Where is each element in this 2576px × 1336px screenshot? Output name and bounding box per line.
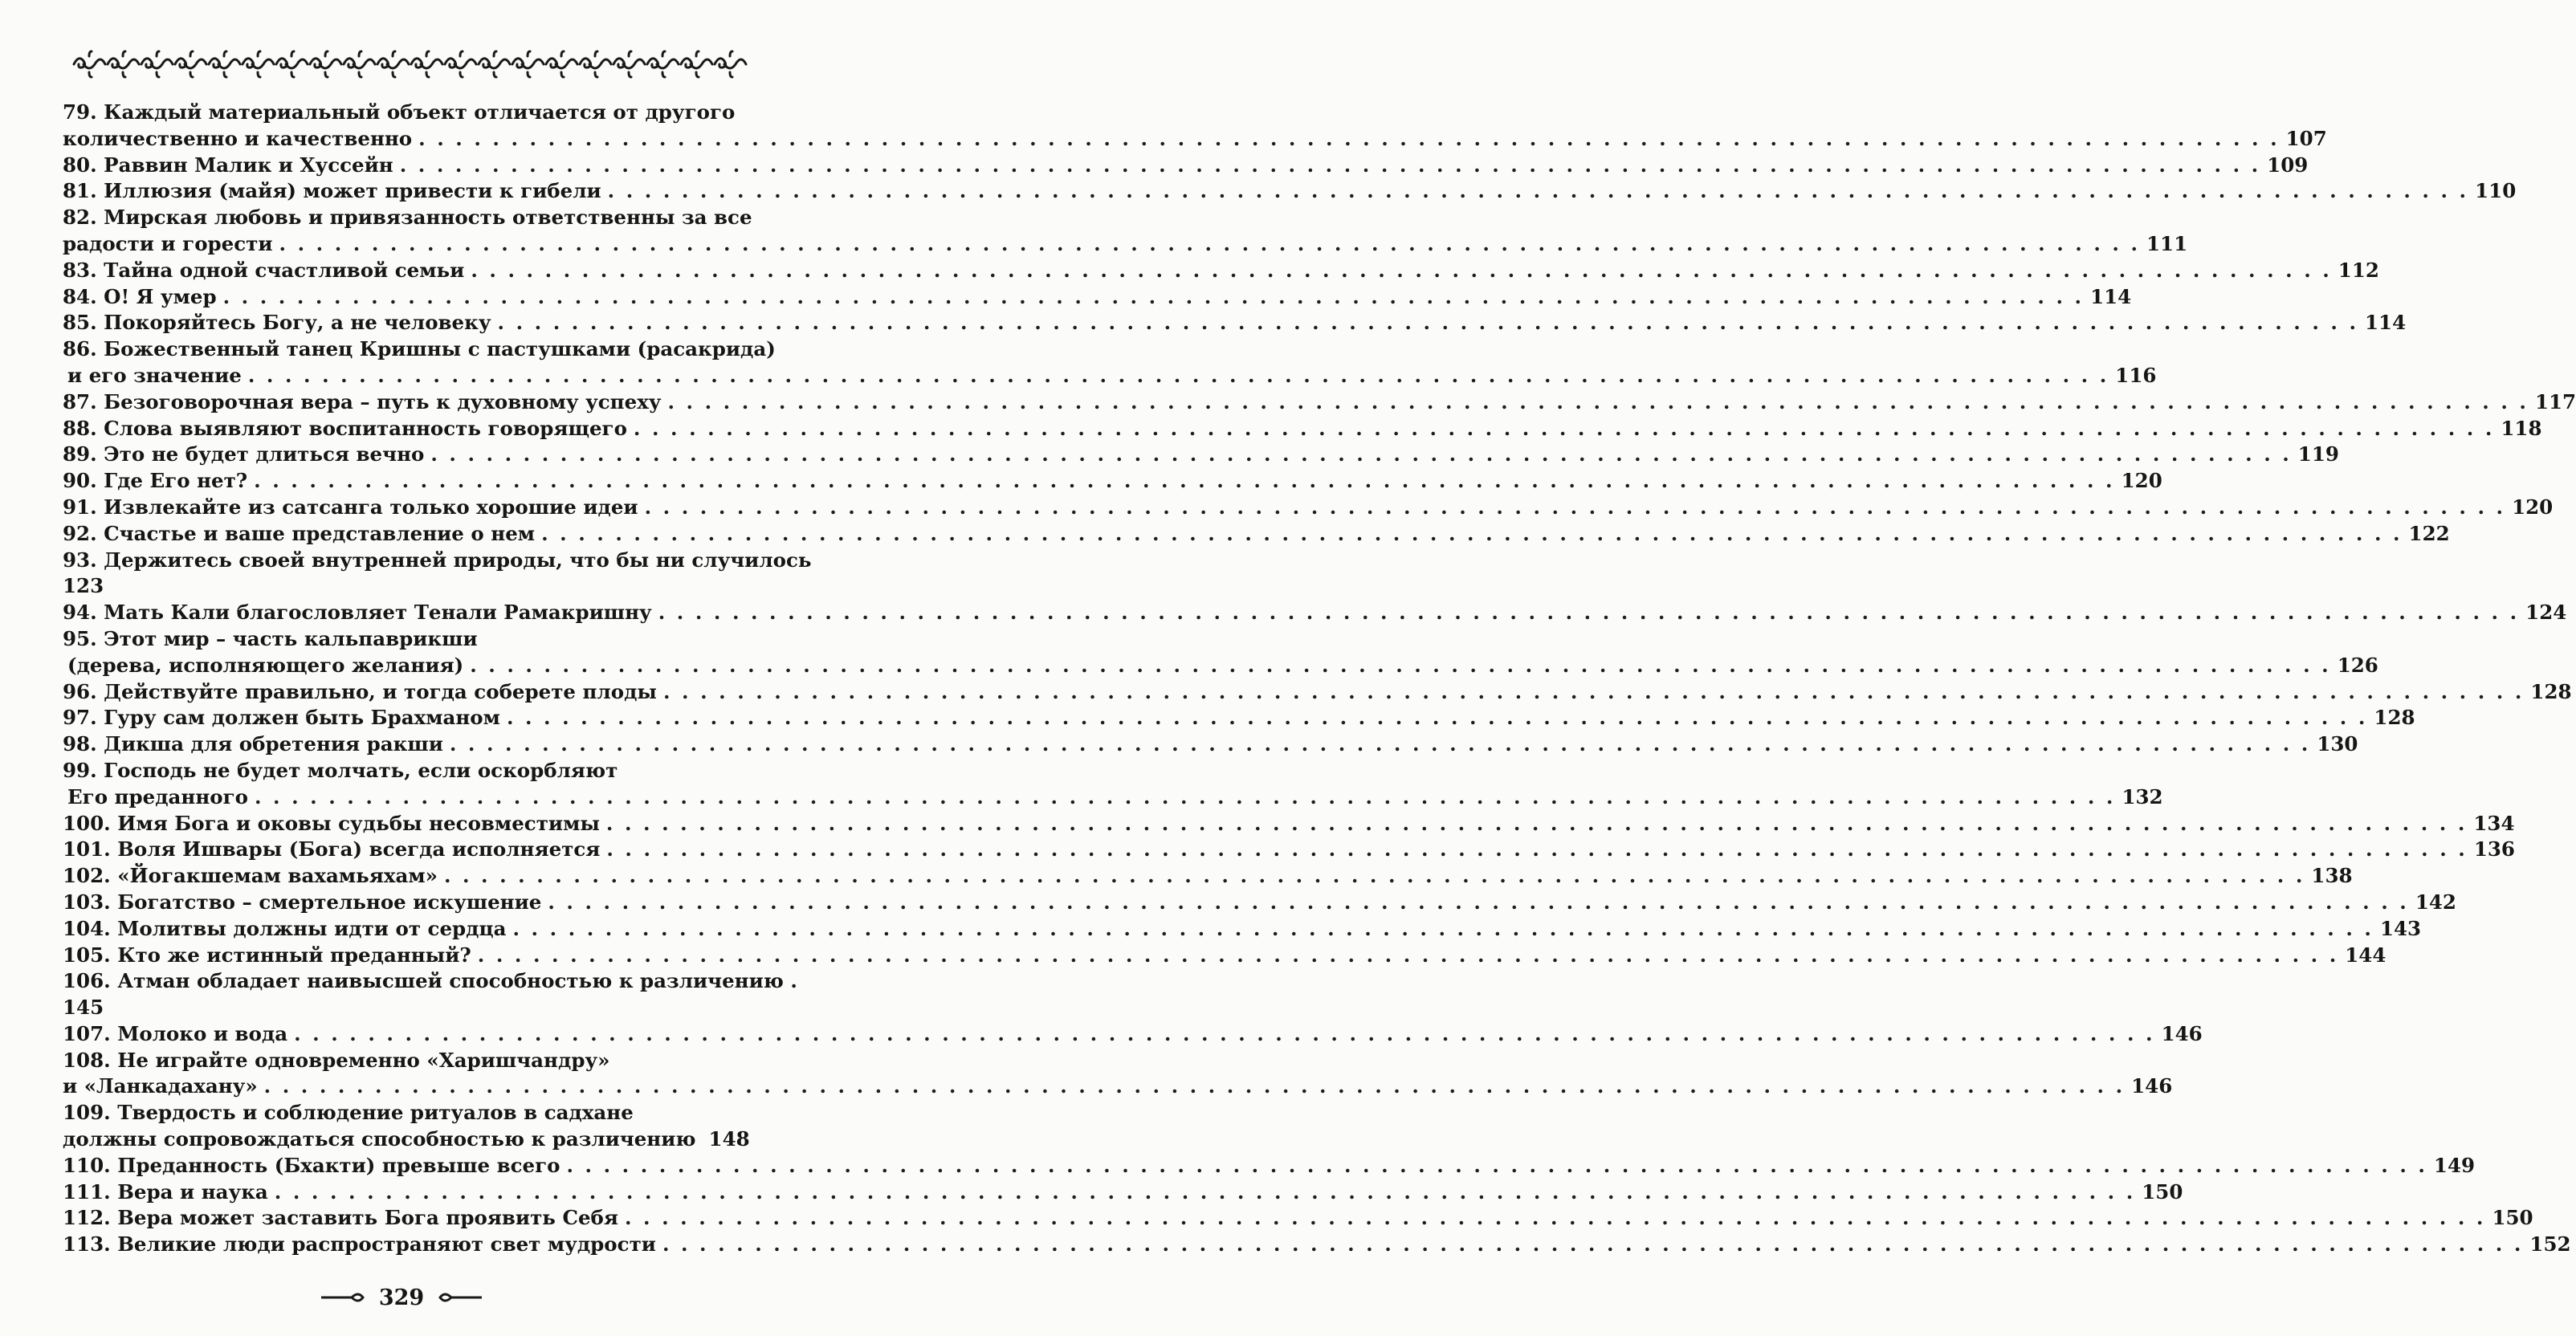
toc-entry-text: 111. Вера и наука [63,1179,268,1204]
toc-entry [63,679,2572,706]
toc-line [63,705,2415,731]
toc-entry [63,153,2309,179]
toc-entry-text: 90. Где Его нет? [63,469,248,493]
ornament-scroll [580,51,611,77]
toc-entry [63,1048,2173,1101]
toc-line [63,837,2515,863]
ornament-scroll [377,51,409,77]
toc-page-number: 119 [2297,442,2339,466]
dot-leader [294,1021,2154,1048]
toc-line [63,1153,2476,1179]
dot-leader [430,442,2291,468]
toc-line [63,363,2157,389]
toc-page-number: 123 [63,574,104,598]
toc-page-number: 128 [2530,679,2572,703]
toc-page-number: 118 [2501,416,2542,440]
right-flourish-icon [435,1289,483,1305]
toc-entry-text: 99. Господь не будет молчать, если оскорбляют [63,758,618,782]
dot-leader [625,1205,2485,1232]
toc-entry-text: 94. Мать Кали благословляет Тенали Рамакришну [63,601,652,625]
toc-line [63,890,2456,916]
toc-page-number: 150 [2142,1179,2183,1204]
ornament-scroll [74,51,105,77]
ornament-scroll [445,51,476,77]
ornament-scroll [141,51,173,77]
ornament-scroll [546,51,577,77]
dot-leader [606,837,2467,863]
toc-entry [63,258,2379,284]
dot-leader [418,126,2279,153]
toc-entry [63,731,2358,758]
dot-leader [275,1179,2135,1206]
toc-entry-text: 113. Великие люди распространяют свет мудрости [63,1232,656,1257]
toc-line [63,968,797,995]
toc-entry-text: 109. Твердость и соблюдение ритуалов в садхане [63,1101,634,1125]
dot-leader [223,284,2084,311]
toc-page-number: 110 [2475,179,2517,203]
toc-entry-text: 95. Этот мир – часть кальпаврикши [63,626,478,650]
toc-entry [63,837,2515,863]
toc-entry-text: 84. О! Я умер [63,284,217,308]
dot-leader [254,468,2114,495]
toc-line [63,1048,745,1074]
toc-entry-text: 102. «Йогакшемам вахамьяхам» [63,864,438,888]
toc-line [63,1179,2183,1206]
toc-entry [63,416,2542,442]
left-flourish-icon [320,1289,368,1305]
toc-line [63,573,745,600]
toc-entry-text: 88. Слова выявляют воспитанность говорящего [63,416,627,440]
toc-page-number: 146 [2161,1021,2203,1045]
toc-page-number: 120 [2121,469,2162,493]
toc-page-number: 117 [2534,389,2576,413]
toc-line [63,258,2379,284]
toc-line [63,1205,2533,1232]
ornament-scroll [512,51,544,77]
toc-entry-text: 89. Это не будет длиться вечно [63,442,425,466]
ornament-scroll [715,51,746,77]
toc-entry-text: 106. Атман обладает наивысшей способностью к различению . [63,969,797,993]
toc-page-number: 143 [2379,916,2422,940]
toc-entry [63,548,812,601]
toc-line [63,416,2542,442]
dot-leader [279,231,2140,258]
ornament-scroll [647,51,679,77]
toc-page-number: 144 [2345,943,2386,967]
toc-line [63,153,2309,179]
toc-line [63,468,2162,495]
toc-page-number: 111 [2146,231,2188,255]
dot-leader [608,178,2468,205]
ornament-scroll [681,51,712,77]
toc-line [63,1100,745,1126]
ornament-scroll [108,51,139,77]
toc-entry-text: 91. Извлекайте из сатсанга только хорошие идеи [63,495,638,519]
dot-leader [248,363,2109,389]
toc-entry-text: 83. Тайна одной счастливой семьи [63,258,465,282]
table-of-contents [63,100,2576,1258]
toc-entry [63,442,2339,468]
ornament-scroll [613,51,645,77]
toc-entry [63,705,2415,731]
toc-page-number: 146 [2131,1074,2173,1098]
toc-entry-text: 101. Воля Ишвары (Бога) всегда исполняется [63,837,601,861]
toc-page-number: 134 [2473,811,2515,835]
toc-entry [63,943,2386,969]
toc-entry [63,178,2517,205]
ornament-scroll [310,51,341,77]
dot-leader [662,1232,2523,1258]
toc-entry-text: и «Ланкадахану» [63,1074,258,1098]
ornament-scroll [175,51,206,77]
toc-page-number: 114 [2090,284,2132,308]
toc-page-number: 149 [2433,1153,2476,1177]
toc-line [63,1126,750,1153]
toc-page-number: 116 [2115,363,2157,387]
toc-line [63,442,2339,468]
dot-leader [471,258,2331,284]
toc-entry-text: 92. Счастье и ваше представление о нем [63,521,536,545]
toc-line [63,1073,2173,1100]
toc-entry [63,468,2162,495]
page-number: 329 [378,1285,425,1310]
toc-line [63,178,2517,205]
dot-leader [541,521,2402,548]
dot-leader [566,1153,2427,1179]
toc-entry-text: количественно и качественно [63,126,413,150]
toc-entry [63,1021,2203,1048]
dot-leader [667,389,2528,416]
toc-entry [63,758,2163,811]
toc-page-number: 145 [63,996,104,1020]
toc-entry-text: 100. Имя Бога и оковы судьбы несовместимы [63,811,600,835]
ornament-scroll [276,51,308,77]
toc-entry [63,968,797,1021]
toc-page-number: 132 [2122,784,2163,809]
toc-entry-text: и его значение [67,363,242,387]
toc-entry [63,1179,2183,1206]
toc-entry [63,916,2422,943]
toc-entry-text: 98. Дикша для обретения ракши [63,732,443,756]
toc-entry [63,811,2515,837]
dot-leader [663,679,2524,706]
toc-page-number: 114 [2364,311,2407,335]
dot-leader [478,943,2338,969]
page-footer [0,1281,803,1314]
toc-line [63,231,2188,258]
toc-line [63,916,2422,943]
ornament-scroll [344,51,375,77]
toc-entry-text: (дерева, исполняющего желания) [67,653,464,677]
toc-entry [63,205,2188,258]
toc-entry [63,863,2353,890]
toc-entry-text: 103. Богатство – смертельное искушение [63,890,542,914]
dot-leader [548,890,2408,916]
toc-line [63,811,2515,837]
toc-page-number: 124 [2525,601,2567,625]
toc-page-number: 109 [2267,153,2309,177]
toc-line [63,126,2327,153]
toc-line [63,679,2572,706]
toc-entry [63,284,2132,311]
dot-leader [444,863,2305,890]
toc-line [63,784,2163,811]
ornament-scroll [243,51,274,77]
toc-entry-text: радости и горести [63,231,273,255]
toc-entry [63,336,2157,389]
dot-leader [634,416,2494,442]
toc-entry-text: должны сопровождаться способностью к различению [63,1127,696,1151]
toc-entry [63,890,2456,916]
toc-line [63,943,2386,969]
toc-line [63,205,752,231]
toc-page-number: 138 [2311,864,2353,888]
toc-entry [63,310,2407,336]
toc-entry-text: 105. Кто же истинный преданный? [63,943,471,967]
dot-leader [645,495,2505,521]
toc-entry-text: 104. Молитвы должны идти от сердца [63,916,507,940]
dot-leader [450,731,2310,758]
toc-page-number: 130 [2317,732,2358,756]
toc-line [63,521,2450,548]
toc-entry [63,1153,2476,1179]
toc-entry [63,495,2554,521]
toc-page-number: 136 [2473,837,2515,861]
dot-leader [498,310,2358,336]
toc-line [63,995,745,1021]
dot-leader [658,600,2519,626]
dot-leader [264,1073,2125,1100]
toc-line [63,626,745,653]
toc-line [63,653,2378,679]
toc-line [63,1232,2571,1258]
toc-page-number: 126 [2337,653,2378,677]
toc-line [63,495,2554,521]
dot-leader [470,653,2330,679]
toc-page-number: 152 [2529,1232,2571,1257]
toc-line [63,310,2407,336]
dot-leader [512,916,2373,943]
toc-page-number: 128 [2374,706,2415,730]
toc-entry [63,1232,2571,1258]
toc-page-number: 150 [2492,1206,2533,1230]
dot-leader [507,705,2367,731]
toc-entry-text: 93. Держитесь своей внутренней природы, что бы ни случилось [63,548,812,572]
toc-line [63,600,2567,626]
toc-entry [63,100,2327,153]
toc-entry-text: 86. Божественный танец Кришны с пастушками (расакрида) [63,337,776,361]
dot-leader [606,811,2467,837]
toc-entry-text: Его преданного [67,784,248,809]
toc-entry-text: 80. Раввин Малик и Хуссейн [63,153,393,177]
toc-line [63,284,2132,311]
toc-line [63,731,2358,758]
toc-entry [63,600,2567,626]
toc-entry-text: 79. Каждый материальный объект отличается от другого [63,100,736,124]
toc-page-number: 107 [2285,126,2327,150]
toc-page-number: 112 [2338,258,2379,282]
toc-page-number: 148 [708,1127,750,1151]
dot-leader [400,153,2260,179]
toc-page-number: 142 [2415,890,2456,914]
toc-entry-text: 97. Гуру сам должен быть Брахманом [63,706,500,730]
toc-entry-text: 82. Мирская любовь и привязанность ответственны за все [63,206,752,230]
toc-entry [63,389,2576,416]
toc-line [63,336,776,363]
toc-line [63,863,2353,890]
toc-line [63,1021,2203,1048]
toc-page-number: 122 [2408,521,2450,545]
toc-entry-text: 85. Покоряйтесь Богу, а не человеку [63,311,491,335]
toc-entry-text: 112. Вера может заставить Бога проявить Себя [63,1206,618,1230]
toc-line [63,548,812,574]
ornament-scroll [209,51,240,77]
ornament-scroll [479,51,510,77]
toc-entry-text: 96. Действуйте правильно, и тогда соберете плоды [63,679,657,703]
toc-line [63,389,2576,416]
toc-entry-text: 108. Не играйте одновременно «Харишчандру» [63,1048,610,1072]
toc-entry-text: 107. Молоко и вода [63,1021,288,1045]
toc-entry [63,521,2450,548]
toc-entry-text: 110. Преданность (Бхакти) превыше всего [63,1153,560,1177]
toc-page-number: 120 [2512,495,2554,519]
dot-leader [255,784,2115,811]
toc-entry-text: 81. Иллюзия (майя) может привести к гибели [63,179,601,203]
toc-entry [63,1205,2533,1232]
toc-entry [63,626,2378,679]
toc-entry [63,1100,750,1153]
ornament-scroll [411,51,442,77]
decorative-border-icon [72,48,747,80]
toc-line [63,758,745,784]
toc-line [63,100,745,126]
toc-entry-text: 87. Безоговорочная вера – путь к духовному успеху [63,389,662,413]
